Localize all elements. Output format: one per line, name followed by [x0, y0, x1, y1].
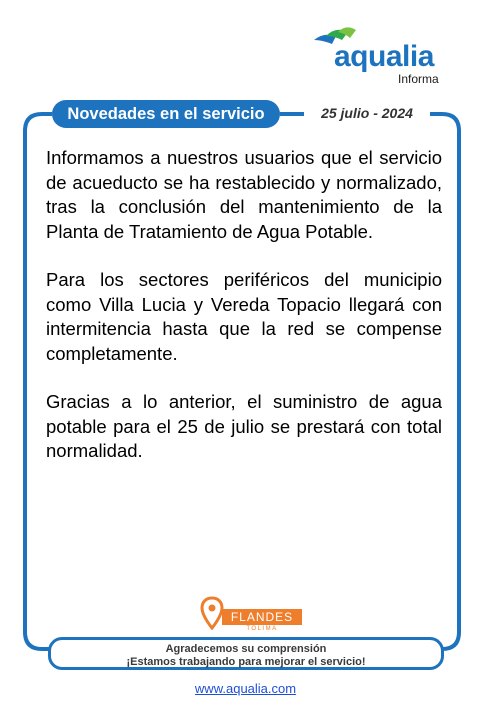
announcement-body: [46, 146, 442, 488]
brand-subtitle: Informa: [398, 72, 439, 86]
footer-thanks: Agradecemos su comprensión: [165, 643, 327, 655]
paragraph-restoration: Informamos a nuestros usuarios que el servicio de acueducto se ha restablecido y normalizado, tras la conclusión del mantenimiento de la Planta de Tratamiento de Agua Potable.: [46, 147, 442, 242]
publish-date: 25 julio - 2024: [321, 105, 413, 121]
flandes-logo: [200, 596, 308, 636]
footer-message: [48, 637, 444, 670]
municipality-name: FLANDES: [222, 609, 302, 625]
section-title: Novedades en el servicio: [52, 100, 280, 128]
paragraph-supply-normal: Gracias a lo anterior, el suministro de agua potable para el 25 de julio se prestará con total normalidad.: [46, 391, 442, 461]
municipality-region: TOLIMA: [246, 626, 278, 632]
location-pin-icon: [200, 596, 224, 630]
website-link[interactable]: www.aqualia.com: [194, 681, 297, 696]
footer-working: ¡Estamos trabajando para mejorar el servicio!: [126, 656, 366, 668]
brand-name: aqualia: [334, 40, 434, 73]
paragraph-peripheral-sectors: Para los sectores periféricos del municipio como Villa Lucia y Vereda Topacio llegará con intermitencia hasta que la red se compense completamente.: [46, 269, 442, 364]
